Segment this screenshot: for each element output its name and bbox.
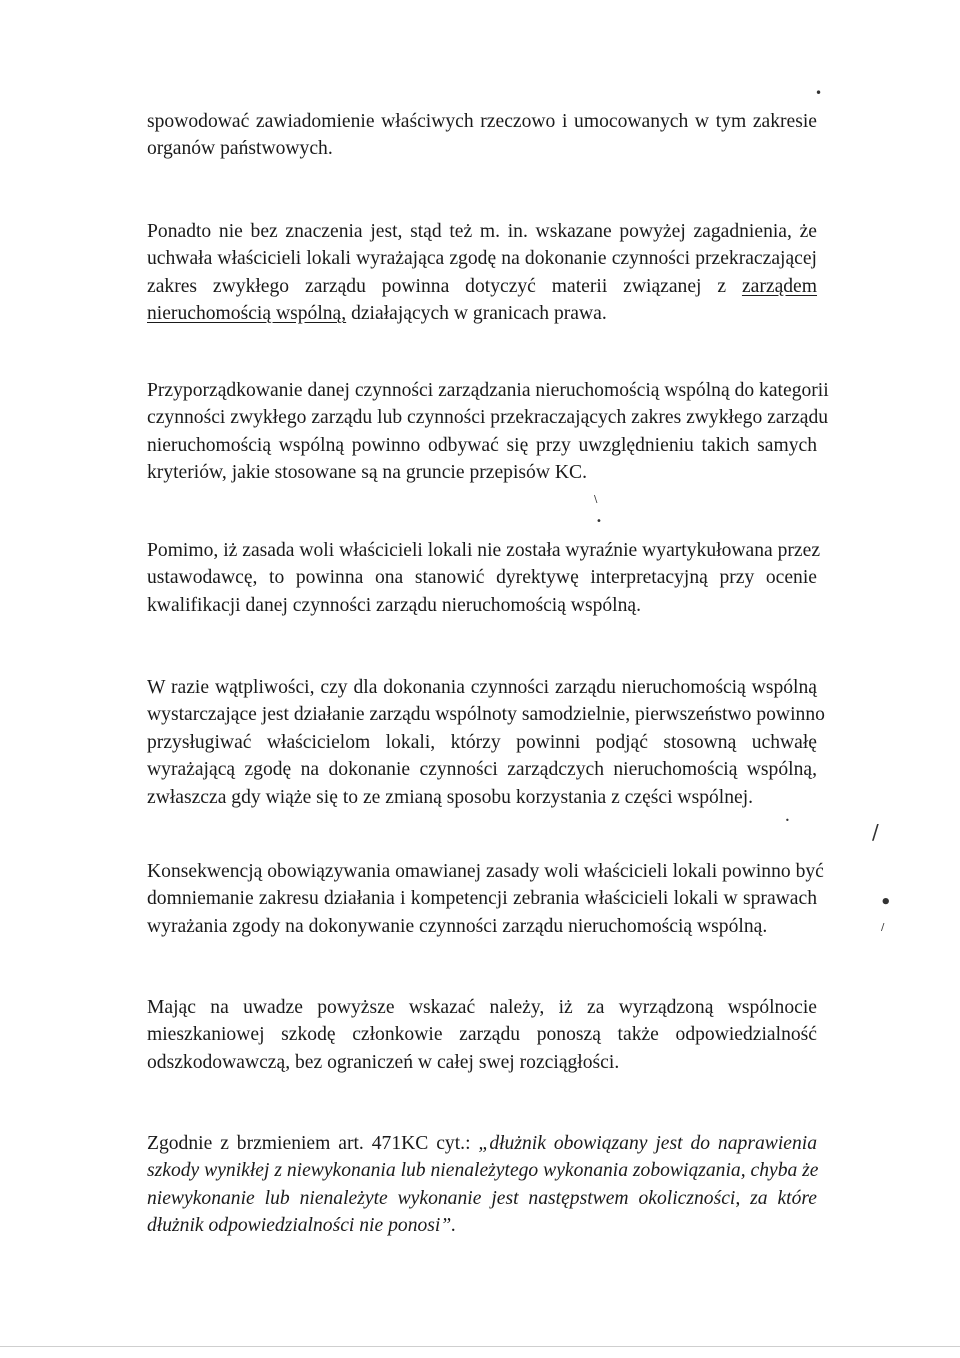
paragraph-line: czynności zwykłego zarządu lub czynności przekraczających zakres zwykłego zarządu xyxy=(147,407,829,429)
page-edge-line xyxy=(0,1346,960,1347)
paragraph-7 xyxy=(147,994,817,1076)
paragraph-5 xyxy=(147,674,825,811)
paragraph-line: mieszkaniowej szkodę członkowie zarządu ponoszą także odpowiedzialność xyxy=(147,1024,817,1046)
paragraph-line: Przyporządkowanie danej czynności zarządzania nieruchomością wspólną do kategorii xyxy=(147,380,829,401)
paragraph-line: wyrażającą zgodę na dokonanie czynności zarządczych nieruchomością wspólną, xyxy=(147,759,817,781)
paragraph-line: spowodować zawiadomienie właściwych rzeczowo i umocowanych w tym zakresie xyxy=(147,111,817,132)
paragraph-2 xyxy=(147,218,817,328)
scan-speck: • xyxy=(815,86,823,100)
paragraph-line: przysługiwać właścicielom lokali, którzy powinni podjąć stosowną uchwałę xyxy=(147,731,817,753)
quotation-intro: Zgodnie z brzmieniem art. 471KC cyt.: xyxy=(147,1133,471,1154)
paragraph-line-with-underline xyxy=(147,300,817,327)
scan-speck: • xyxy=(785,816,790,825)
paragraph-line: ustawodawcę, to powinna ona stanowić dyrektywę interpretacyjną przy ocenie xyxy=(147,567,817,589)
paragraph-line: zwłaszcza gdy wiąże się to ze zmianą sposobu korzystania z części wspólnej. xyxy=(147,786,754,808)
paragraph-line: uchwała właścicieli lokali wyrażająca zgodę na dokonanie czynności przekraczającej xyxy=(147,248,817,270)
line-text: działających w granicach prawa. xyxy=(351,303,607,325)
paragraph-4 xyxy=(147,537,821,619)
paragraph-line-with-underline xyxy=(147,273,817,300)
paragraph-line: domniemanie zakresu działania i kompetencji zebrania właścicieli lokali w sprawach xyxy=(147,888,817,910)
scan-speck: • xyxy=(596,516,602,527)
line-text: zakres zwykłego zarządu powinna dotyczyć materii związanej z xyxy=(147,275,727,297)
paragraph-8-quotation xyxy=(147,1130,817,1240)
paragraph-line: Konsekwencją obowiązywania omawianej zasady woli właścicieli lokali powinno być xyxy=(147,861,824,882)
quotation-text: „dłużnik obowiązany jest do naprawienia xyxy=(478,1133,817,1154)
paragraph-line: Pomimo, iż zasada woli właścicieli lokali nie została wyraźnie wyartykułowana przez xyxy=(147,540,821,561)
quotation-line: dłużnik odpowiedzialności nie ponosi”. xyxy=(147,1215,457,1237)
scan-speck: / xyxy=(881,922,885,933)
paragraph-line: organów państwowych. xyxy=(147,138,333,160)
paragraph-3 xyxy=(147,377,829,487)
paragraph-line: kryteriów, jakie stosowane są na gruncie przepisów KC. xyxy=(147,462,588,484)
scan-speck: \ xyxy=(594,494,598,505)
paragraph-6 xyxy=(147,858,824,940)
paragraph-line: W razie wątpliwości, czy dla dokonania czynności zarządu nieruchomością wspólną xyxy=(147,677,817,698)
paragraph-line: nieruchomością wspólną powinno odbywać się przy uwzględnieniu takich samych xyxy=(147,434,817,456)
scan-speck: / xyxy=(872,820,879,844)
scan-speck: • xyxy=(880,892,892,913)
paragraph-line: wystarczające jest działanie zarządu wspólnoty samodzielnie, pierwszeństwo powinno xyxy=(147,704,825,726)
paragraph-line: Ponadto nie bez znaczenia jest, stąd też m. in. wskazane powyżej zagadnienia, że xyxy=(147,221,817,242)
paragraph-line: kwalifikacji danej czynności zarządu nieruchomością wspólną. xyxy=(147,594,642,616)
paragraph-line: odszkodowawczą, bez ograniczeń w całej swej rozciągłości. xyxy=(147,1051,620,1073)
quotation-first-line xyxy=(147,1130,817,1157)
paragraph-1 xyxy=(147,108,817,163)
paragraph-line: wyrażania zgody na dokonywanie czynności zarządu nieruchomością wspólną. xyxy=(147,915,768,937)
underlined-phrase: nieruchomością wspólną, xyxy=(147,303,347,325)
quotation-line: szkody wynikłej z niewykonania lub nienależytego wykonania zobowiązania, chyba że xyxy=(147,1160,819,1182)
quotation-line: niewykonanie lub nienależyte wykonanie jest następstwem okoliczności, za które xyxy=(147,1187,817,1209)
paragraph-line: Mając na uwadze powyższe wskazać należy, iż za wyrządzoną wspólnocie xyxy=(147,997,817,1018)
underlined-phrase: zarządem xyxy=(741,275,817,297)
